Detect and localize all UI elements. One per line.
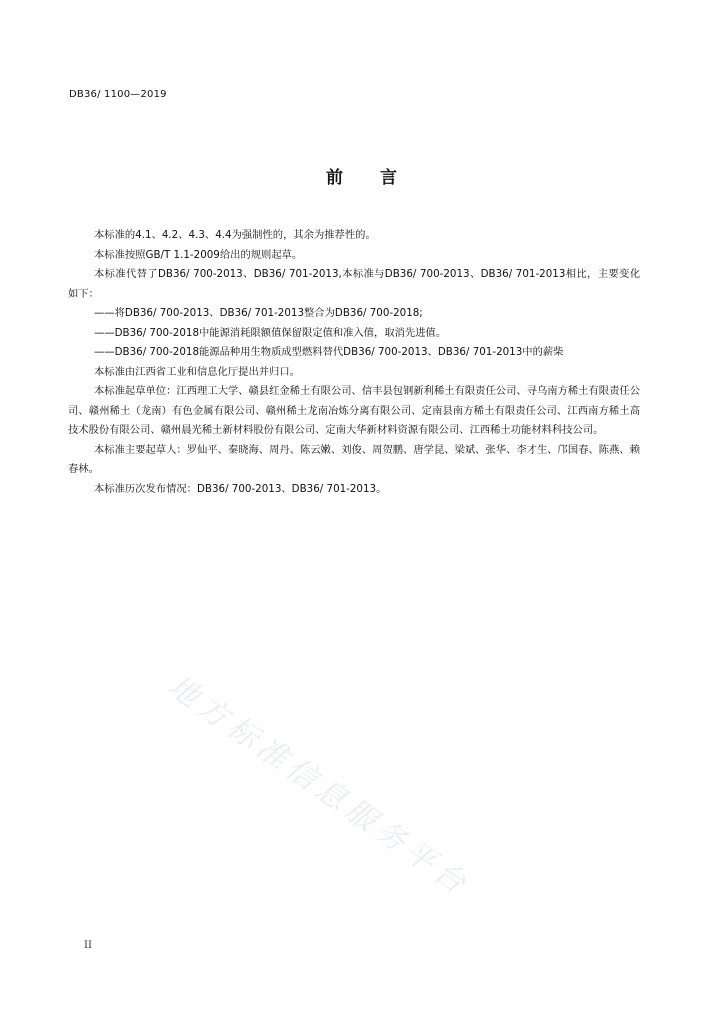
- paragraph-drafting-rules: 本标准按照GB/T 1.1-2009给出的规则起草。: [94, 248, 303, 261]
- title-char-1: 前: [326, 168, 344, 188]
- document-code: DB36/ 1100—2019: [69, 89, 167, 100]
- paragraph-mandatory-clauses: 本标准的4.1、4.2、4.3、4.4为强制性的，其余为推荐性的。: [94, 229, 376, 241]
- paragraph-history: 本标准历次发布情况：DB36/ 700-2013、DB36/ 701-2013。: [94, 482, 387, 495]
- paragraph-change-1: ——将DB36/ 700-2013、DB36/ 701-2013整合为DB36/ 700-2018;: [94, 307, 423, 319]
- paragraph-change-3: ——DB36/ 700-2018能源品种用生物质成型燃料替代DB36/ 700-2013、DB36/ 701-2013中的薪柴: [94, 346, 564, 358]
- paragraph-proposer: 本标准由江西省工业和信息化厅提出并归口。: [94, 365, 300, 378]
- watermark: 地方标准信息服务平台: [161, 668, 477, 904]
- title-char-2: 言: [380, 168, 398, 188]
- paragraph-change-2: ——DB36/ 700-2018中能源消耗限额值保留限定值和准入值，取消先进值。: [94, 326, 447, 339]
- page-title: [0, 163, 724, 188]
- paragraph-replacement: 本标准代替了DB36/ 700-2013、DB36/ 701-2013,本标准与DB36/ 700-2013、DB36/ 701-2013相比，主要变化如下：: [68, 268, 640, 300]
- paragraph-drafting-units: 本标准起草单位：江西理工大学、赣县红金稀土有限公司、信丰县包钢新利稀土有限责任公司、寻乌南方稀土有限责任公司、赣州稀土（龙南）有色金属有限公司、赣州稀土龙南冶炼分离有限公司、定南县南方稀土有限责任公司、江西南方稀土高技术股份有限公司、赣州晨光稀土新材料股份有限公司、定南大华新材料资源有限公司、江西稀土功能材料科技公司。: [68, 385, 640, 436]
- preface-body: [68, 226, 640, 499]
- paragraph-drafters: 本标准主要起草人：罗仙平、秦晓海、周丹、陈云嫩、刘俊、周贺鹏、唐学昆、梁斌、张华、李才生、邝国春、陈燕、赖春林。: [68, 443, 640, 475]
- page-number: II: [84, 940, 92, 951]
